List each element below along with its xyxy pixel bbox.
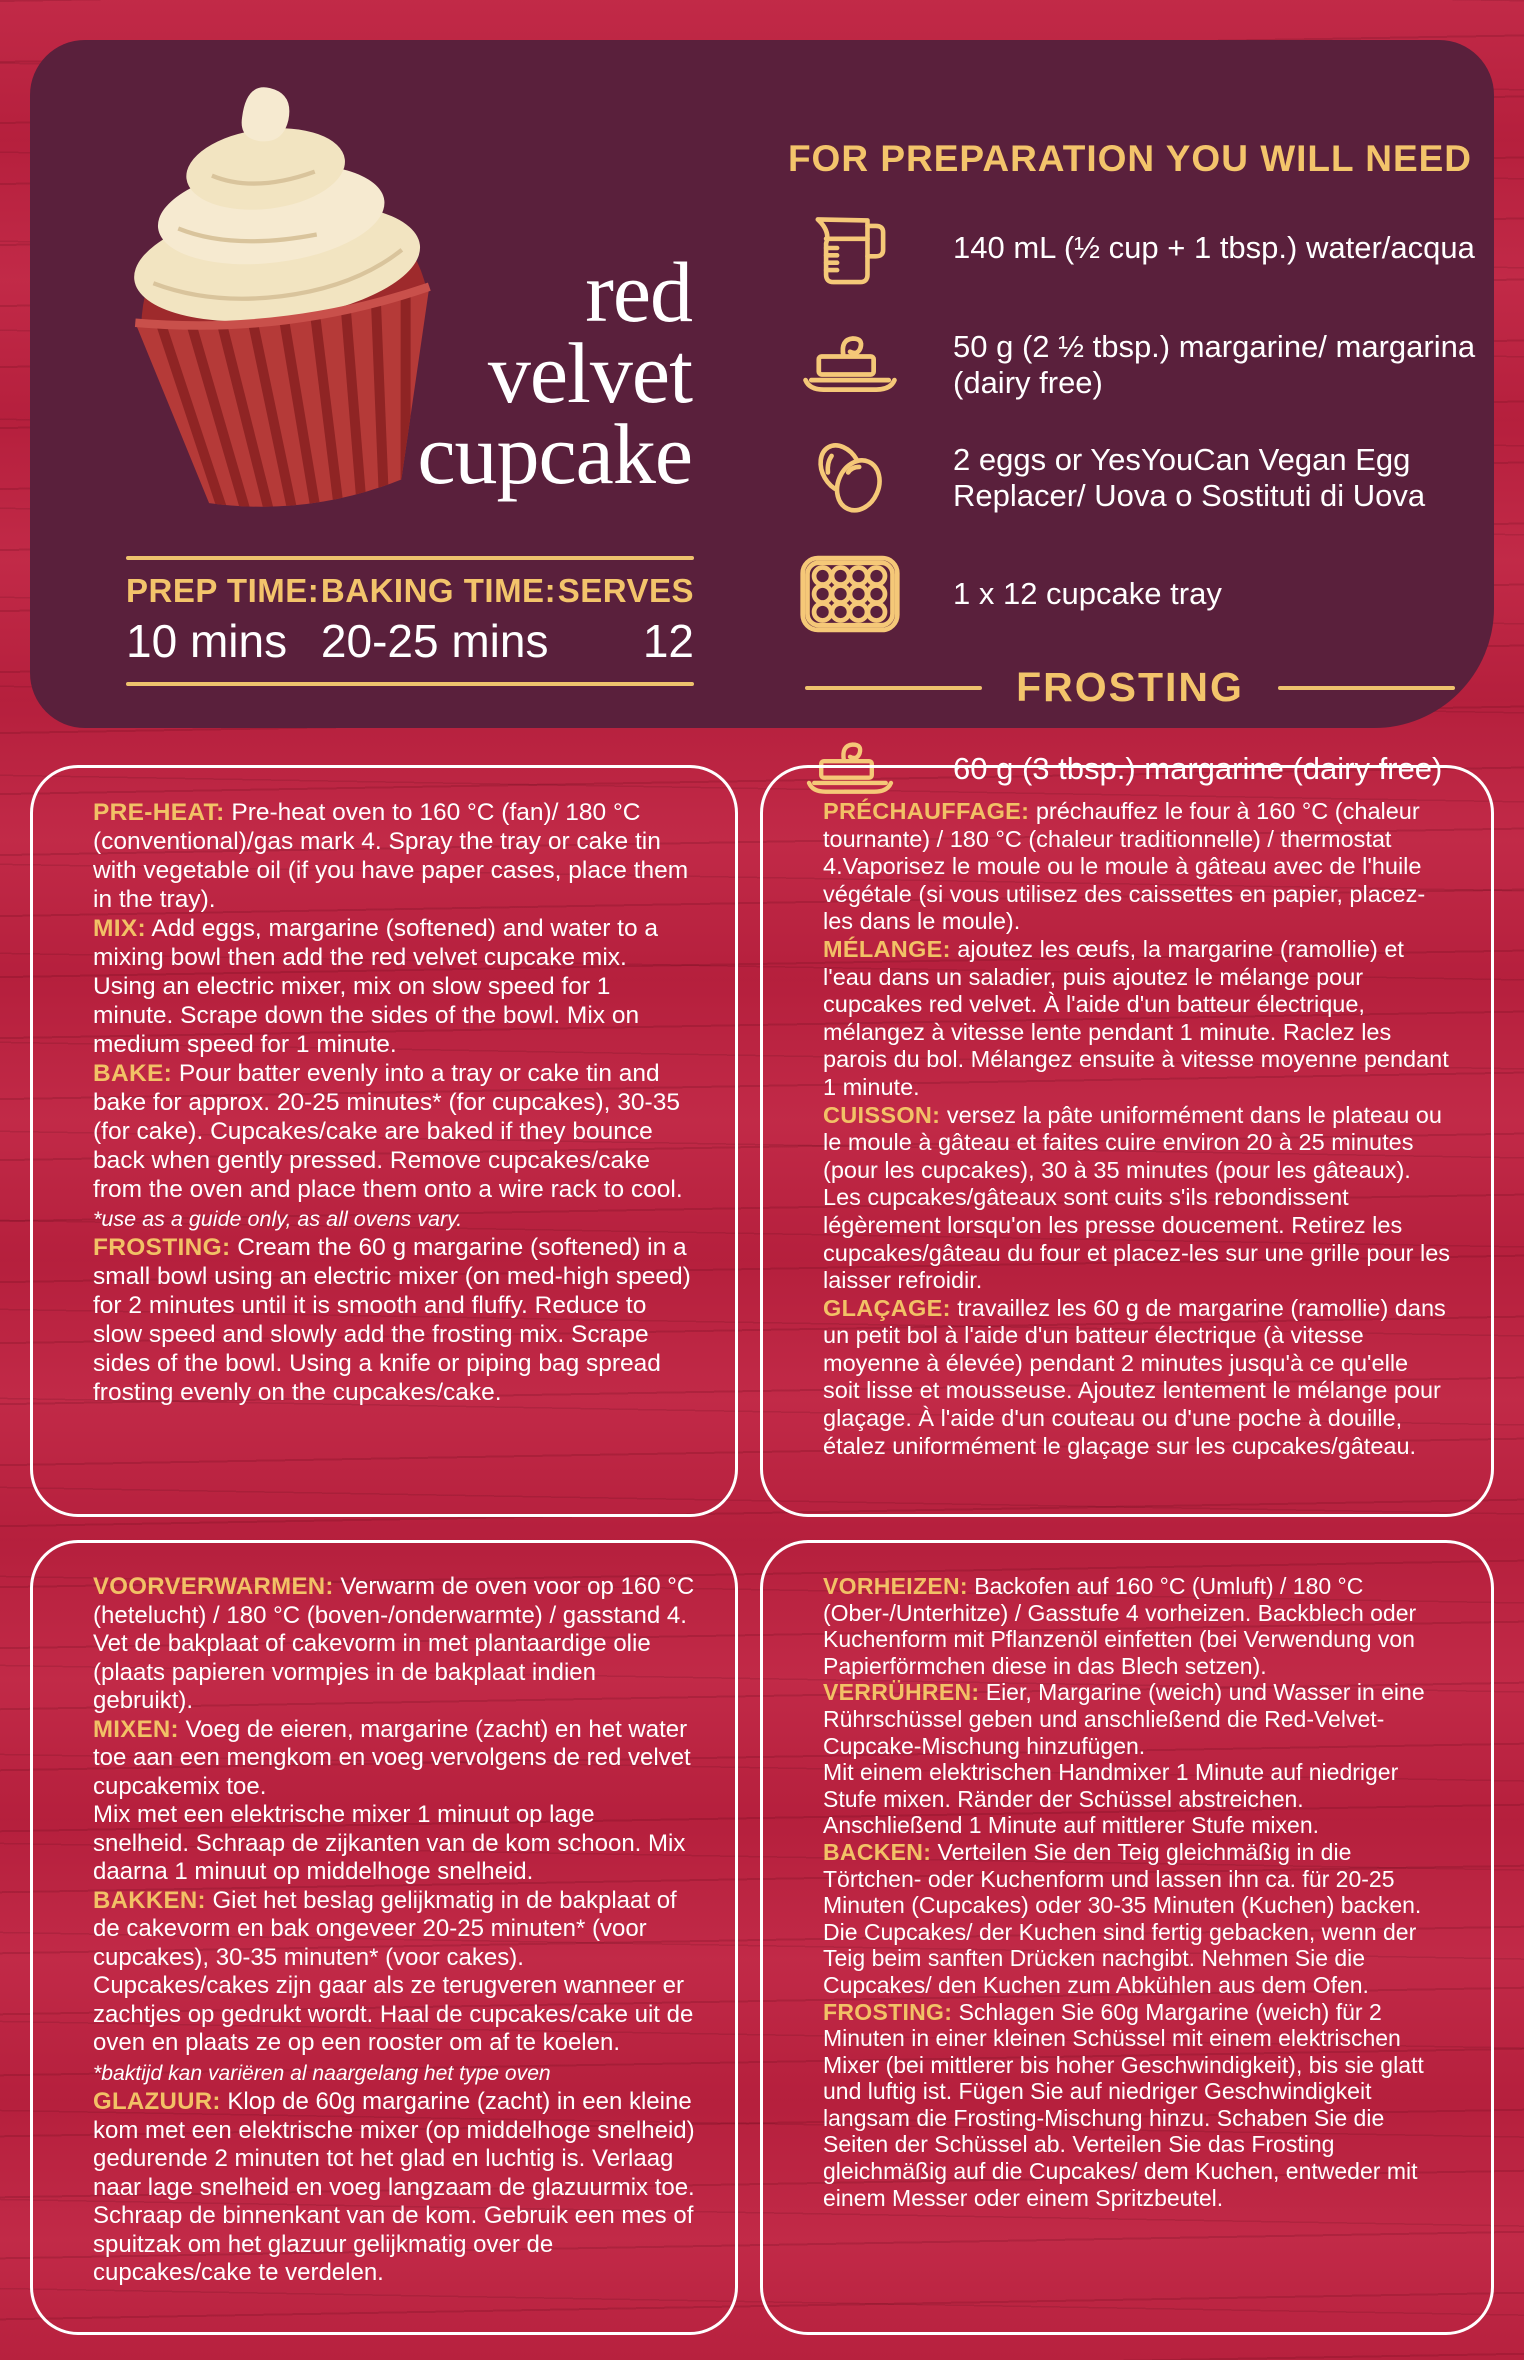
instruction-segment: VORHEIZEN: Backofen auf 160 °C (Umluft) / 180 °C (Ober-/Unterhitze) / Gasstufe 4 vorheizen. Backblech oder Kuchenform mit Pflanzenöl einfetten (bei Verwendung von Papierförmchen diese in das Blech setzen). bbox=[823, 1573, 1417, 1679]
instruction-segment: *use as a guide only, as all ovens vary. bbox=[93, 1206, 463, 1231]
ingredient-text: 60 g (3 tbsp.) margarine (dairy free) bbox=[953, 750, 1443, 786]
meta-row bbox=[126, 572, 694, 668]
title-line-3: cupcake bbox=[417, 405, 692, 502]
ingredient-row bbox=[765, 552, 1495, 636]
instructions-box-dutch bbox=[30, 1540, 738, 2335]
frosting-section-divider bbox=[805, 664, 1455, 711]
divider-bottom bbox=[126, 682, 694, 686]
instruction-segment: BAKKEN: Giet het beslag gelijkmatig in de bakplaat of de cakevorm en bak ongeveer 20-25 minuten* (voor cupcakes), 30-35 minuten* (voor cakes). Cupcakes/cakes zijn gaar als ze terugveren wanneer er zachtjes op gedrukt wordt. Haal de cupcakes/cake uit de oven en plaats ze op een rooster om af te koelen. *baktijd kan variëren al naargelang het type oven bbox=[93, 1886, 694, 2085]
ingredient-text: 2 eggs or YesYouCan Vegan Egg Replacer/ Uova o Sostituti di Uova bbox=[953, 441, 1426, 513]
serves bbox=[558, 572, 694, 668]
instruction-segment: MIX: Add eggs, margarine (softened) and water to a mixing bowl then add the red velvet cupcake mix. Using an electric mixer, mix on slow speed for 1 minute. Scrape down the sides of the bowl. Mix on medium speed for 1 minute. bbox=[93, 915, 659, 1058]
recipe-meta bbox=[126, 556, 694, 686]
instructions-box-french bbox=[760, 765, 1494, 1517]
page-title bbox=[330, 244, 692, 502]
serves-label: SERVES bbox=[557, 572, 694, 609]
ingredient-text: 140 mL (½ cup + 1 tbsp.) water/acqua bbox=[953, 229, 1475, 265]
segment-label: VORHEIZEN: bbox=[823, 1573, 968, 1599]
ingredient-row bbox=[765, 432, 1495, 524]
butter-dish-icon bbox=[765, 328, 935, 402]
ingredient-text: 1 x 12 cupcake tray bbox=[953, 575, 1222, 611]
needs-title: FOR PREPARATION YOU WILL NEED bbox=[787, 138, 1473, 179]
cupcake-tray-icon bbox=[765, 552, 935, 636]
serves-value: 12 bbox=[642, 615, 694, 667]
instruction-segment: VOORVERWARMEN: Verwarm de oven voor op 160 °C (hetelucht) / 180 °C (boven-/onderwarmte) / gasstand 4. Vet de bakplaat of cakevorm in met plantaardige olie (plaats papieren vormpjes in de bakplaat indien gebruikt). bbox=[93, 1573, 695, 1714]
divider-line-left bbox=[805, 686, 982, 690]
prep-time bbox=[126, 572, 319, 668]
segment-label: MIXEN: bbox=[93, 1715, 179, 1743]
instruction-segment: CUISSON: versez la pâte uniformément dans le plateau ou le moule à gâteau et faites cuire environ 20 à 25 minutes (pour les cupcakes), 30 à 35 minutes (pour les gâteaux). Les cupcakes/gâteaux sont cuits s'ils rebondissent légèrement lorsqu'on les presse doucement. Retirez les cupcakes/gâteau du four et placez-les sur une grille pour les laisser refroidir. bbox=[823, 1101, 1451, 1294]
eggs-icon bbox=[765, 432, 935, 524]
instruction-segment: Anschließend 1 Minute auf mittlerer Stufe mixen. bbox=[823, 1812, 1320, 1839]
divider-top bbox=[126, 556, 694, 560]
segment-label: MÉLANGE: bbox=[823, 935, 951, 962]
instruction-segment: VERRÜHREN: Eier, Margarine (weich) und Wasser in eine Rührschüssel geben und anschließend die Red-Velvet-Cupcake-Mischung hinzufügen. bbox=[823, 1679, 1425, 1759]
segment-label: BAKKEN: bbox=[93, 1886, 206, 1914]
segment-label: BACKEN: bbox=[823, 1838, 932, 1865]
instruction-segment: PRE-HEAT: Pre-heat oven to 160 °C (fan)/ 180 °C (conventional)/gas mark 4. Spray the tray or cake tin with vegetable oil (if you have paper cases, place them in the tray). bbox=[93, 799, 689, 913]
instruction-segment: GLAÇAGE: travaillez les 60 g de margarine (ramollie) dans un petit bol à l'aide d'un batteur électrique (à vitesse moyenne à élevée) pendant 2 minutes jusqu'à ce qu'elle soit lisse et mousseuse. Ajoutez lentement le mélange pour glaçage. À l'aide d'un couteau ou d'une poche à douille, étalez uniformément le glaçage sur les cupcakes/gâteau. bbox=[823, 1294, 1446, 1459]
instruction-segment: PRÉCHAUFFAGE: préchauffez le four à 160 °C (chaleur tournante) / 180 °C (chaleur traditionnelle) / thermostat 4.Vaporisez le moule ou le moule à gâteau avec de l'huile végétale (si vous utilisez des caissettes en papier, placez-les dans le moule). bbox=[823, 798, 1426, 935]
segment-label: PRE-HEAT: bbox=[93, 799, 225, 826]
segment-label: GLAÇAGE: bbox=[823, 1294, 951, 1321]
segment-label: CUISSON: bbox=[823, 1101, 941, 1128]
ingredient-row bbox=[765, 328, 1495, 402]
instruction-segment: MIXEN: Voeg de eieren, margarine (zacht) en het water toe aan een mengkom en voeg vervolgens de red velvet cupcakemix toe. bbox=[93, 1715, 691, 1800]
instruction-segment: FROSTING: Cream the 60 g margarine (softened) in a small bowl using an electric mixer (on med-high speed) for 2 minutes until it is smooth and fluffy. Reduce to slow speed and slowly add the frosting mix. Scrape sides of the bowl. Using a knife or piping bag spread frosting evenly on the cupcakes/cake. bbox=[93, 1234, 691, 1406]
segment-footnote: *baktijd kan variëren al naargelang het type oven bbox=[93, 2061, 551, 2085]
frosting-heading: FROSTING bbox=[1016, 664, 1244, 710]
ingredient-text: 50 g (2 ½ tbsp.) margarine/ margarina (dairy free) bbox=[953, 328, 1476, 400]
segment-label: FROSTING: bbox=[823, 1998, 953, 2025]
segment-label: VOORVERWARMEN: bbox=[93, 1573, 334, 1600]
segment-label: MIX: bbox=[93, 915, 146, 942]
instructions-box-english bbox=[30, 765, 738, 1517]
baking-time-label: BAKING TIME: bbox=[320, 572, 557, 609]
instruction-segment: BAKE: Pour batter evenly into a tray or cake tin and bake for approx. 20-25 minutes* (for cupcakes), 30-35 (for cake). Cupcakes/cake are baked if they bounce back when gently pressed. Remove cupcakes/cake from the oven and place them onto a wire rack to cool. bbox=[93, 1060, 683, 1203]
instruction-segment: GLAZUUR: Klop de 60g margarine (zacht) in een kleine kom met een elektrische mixer (op middelhoge snelheid) gedurende 2 minuten tot het glad en luchtig is. Verlaag naar lage snelheid en voeg langzaam de glazuurmix toe. Schraap de binnenkant van de kom. Gebruik een mes of spuitzak om het glazuur gelijkmatig over de cupcakes/cake te verdelen. bbox=[93, 2088, 695, 2286]
measuring-jug-icon bbox=[765, 202, 935, 294]
prep-time-label: PREP TIME: bbox=[126, 572, 320, 609]
segment-label: GLAZUUR: bbox=[93, 2088, 221, 2115]
segment-label: BAKE: bbox=[93, 1060, 173, 1087]
segment-label: VERRÜHREN: bbox=[823, 1679, 980, 1706]
prep-time-value: 10 mins bbox=[126, 615, 288, 667]
segment-label: FROSTING: bbox=[93, 1234, 231, 1261]
divider-line-right bbox=[1278, 686, 1455, 690]
instruction-segment: MÉLANGE: ajoutez les œufs, la margarine (ramollie) et l'eau dans un saladier, puis ajoutez le mélange pour cupcakes red velvet. À l'aide d'un batteur électrique, mélangez à vitesse lente pendant 1 minute. Raclez les parois du bol. Mélangez ensuite à vitesse moyenne pendant 1 minute. bbox=[823, 935, 1449, 1100]
instruction-segment: Mix met een elektrische mixer 1 minuut op lage snelheid. Schraap de zijkanten van de kom schoon. Mix daarna 1 minuut op middelhoge snelheid. bbox=[93, 1801, 686, 1885]
segment-label: PRÉCHAUFFAGE: bbox=[823, 798, 1030, 824]
baking-time-value: 20-25 mins bbox=[320, 615, 549, 667]
ingredient-row bbox=[765, 202, 1495, 294]
preparation-list bbox=[765, 138, 1495, 803]
recipe-header-card bbox=[30, 40, 1494, 786]
title-line-1: red bbox=[585, 244, 692, 340]
instruction-segment: FROSTING: Schlagen Sie 60g Margarine (weich) für 2 Minuten in einer kleinen Schüssel mit einem elektrischen Mixer (bei mittlerer bis hoher Geschwindigkeit), bis sie glatt und luftig ist. Fügen Sie auf niedriger Geschwindigkeit langsam die Frosting-Mischung hinzu. Schaben Sie die Seiten der Schüssel ab. Verteilen Sie das Frosting gleichmäßig auf die Cupcakes/ dem Kuchen, entweder mit einem Messer oder einem Spritzbeutel. bbox=[823, 1998, 1424, 2211]
instructions-box-german bbox=[760, 1540, 1494, 2335]
baking-time bbox=[321, 572, 556, 668]
instruction-segment: BACKEN: Verteilen Sie den Teig gleichmäßig in die Törtchen- oder Kuchenform und lassen ihn ca. für 20-25 Minuten (Cupcakes) oder 30-35 Minuten (Kuchen) backen. Die Cupcakes/ der Kuchen sind fertig gebacken, wenn der Teig beim sanften Drücken nachgibt. Nehmen Sie die Cupcakes/ den Kuchen zum Abkühlen aus dem Ofen. bbox=[823, 1838, 1422, 1998]
title-line-2: velvet bbox=[487, 324, 692, 421]
instruction-segment: Mit einem elektrischen Handmixer 1 Minute auf niedriger Stufe mixen. Ränder der Schüssel abstreichen. bbox=[823, 1759, 1399, 1812]
